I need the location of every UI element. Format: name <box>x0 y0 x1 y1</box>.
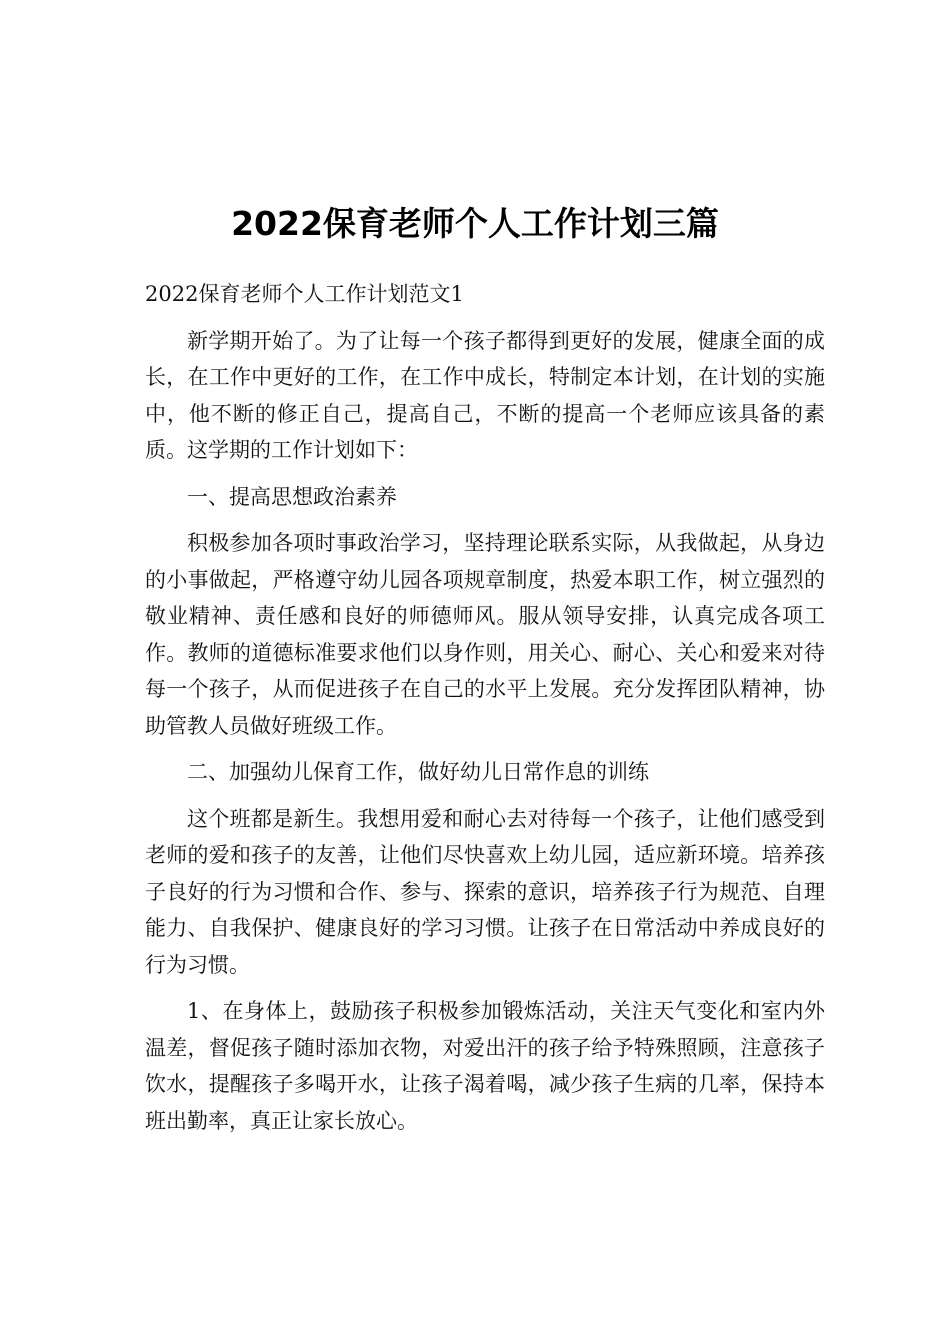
body-paragraph-2: 这个班都是新生。我想用爱和耐心去对待每一个孩子，让他们感受到老师的爱和孩子的友善，让他们尽快喜欢上幼儿园，适应新环境。培养孩子良好的行为习惯和合作、参与、探索的意识，培养孩子行为规范、自理能力、自我保护、健康良好的学习习惯。让孩子在日常活动中养成良好的行为习惯。 <box>145 806 825 977</box>
document-body <box>145 276 825 1149</box>
section-heading-2: 二、加强幼儿保育工作，做好幼儿日常作息的训练 <box>187 760 649 784</box>
document-title: 2022保育老师个人工作计划三篇 <box>231 204 719 243</box>
section-heading-1: 一、提高思想政治素养 <box>187 484 397 509</box>
intro-paragraph: 新学期开始了。为了让每一个孩子都得到更好的发展，健康全面的成长，在工作中更好的工作，在工作中成长，特制定本计划，在计划的实施中，他不断的修正自己，提高自己，不断的提高一个老师应该具备的素质。这学期的工作计划如下： <box>145 328 825 462</box>
body-paragraph-3: 1、在身体上，鼓励孩子积极参加锻炼活动，关注天气变化和室内外温差，督促孩子随时添加衣物，对爱出汗的孩子给予特殊照顾，注意孩子饮水，提醒孩子多喝开水，让孩子渴着喝，减少孩子生病的几率，保持本班出勤率，真正让家长放心。 <box>145 999 825 1133</box>
body-paragraph-1: 积极参加各项时事政治学习，坚持理论联系实际，从我做起，从身边的小事做起，严格遵守幼儿园各项规章制度，热爱本职工作，树立强烈的敬业精神、责任感和良好的师德师风。服从领导安排，认真完成各项工作。教师的道德标准要求他们以身作则，用关心、耐心、关心和爱来对待每一个孩子，从而促进孩子在自己的水平上发展。充分发挥团队精神，协助管教人员做好班级工作。 <box>145 531 825 738</box>
section-subtitle: 2022保育老师个人工作计划范文1 <box>145 282 464 306</box>
